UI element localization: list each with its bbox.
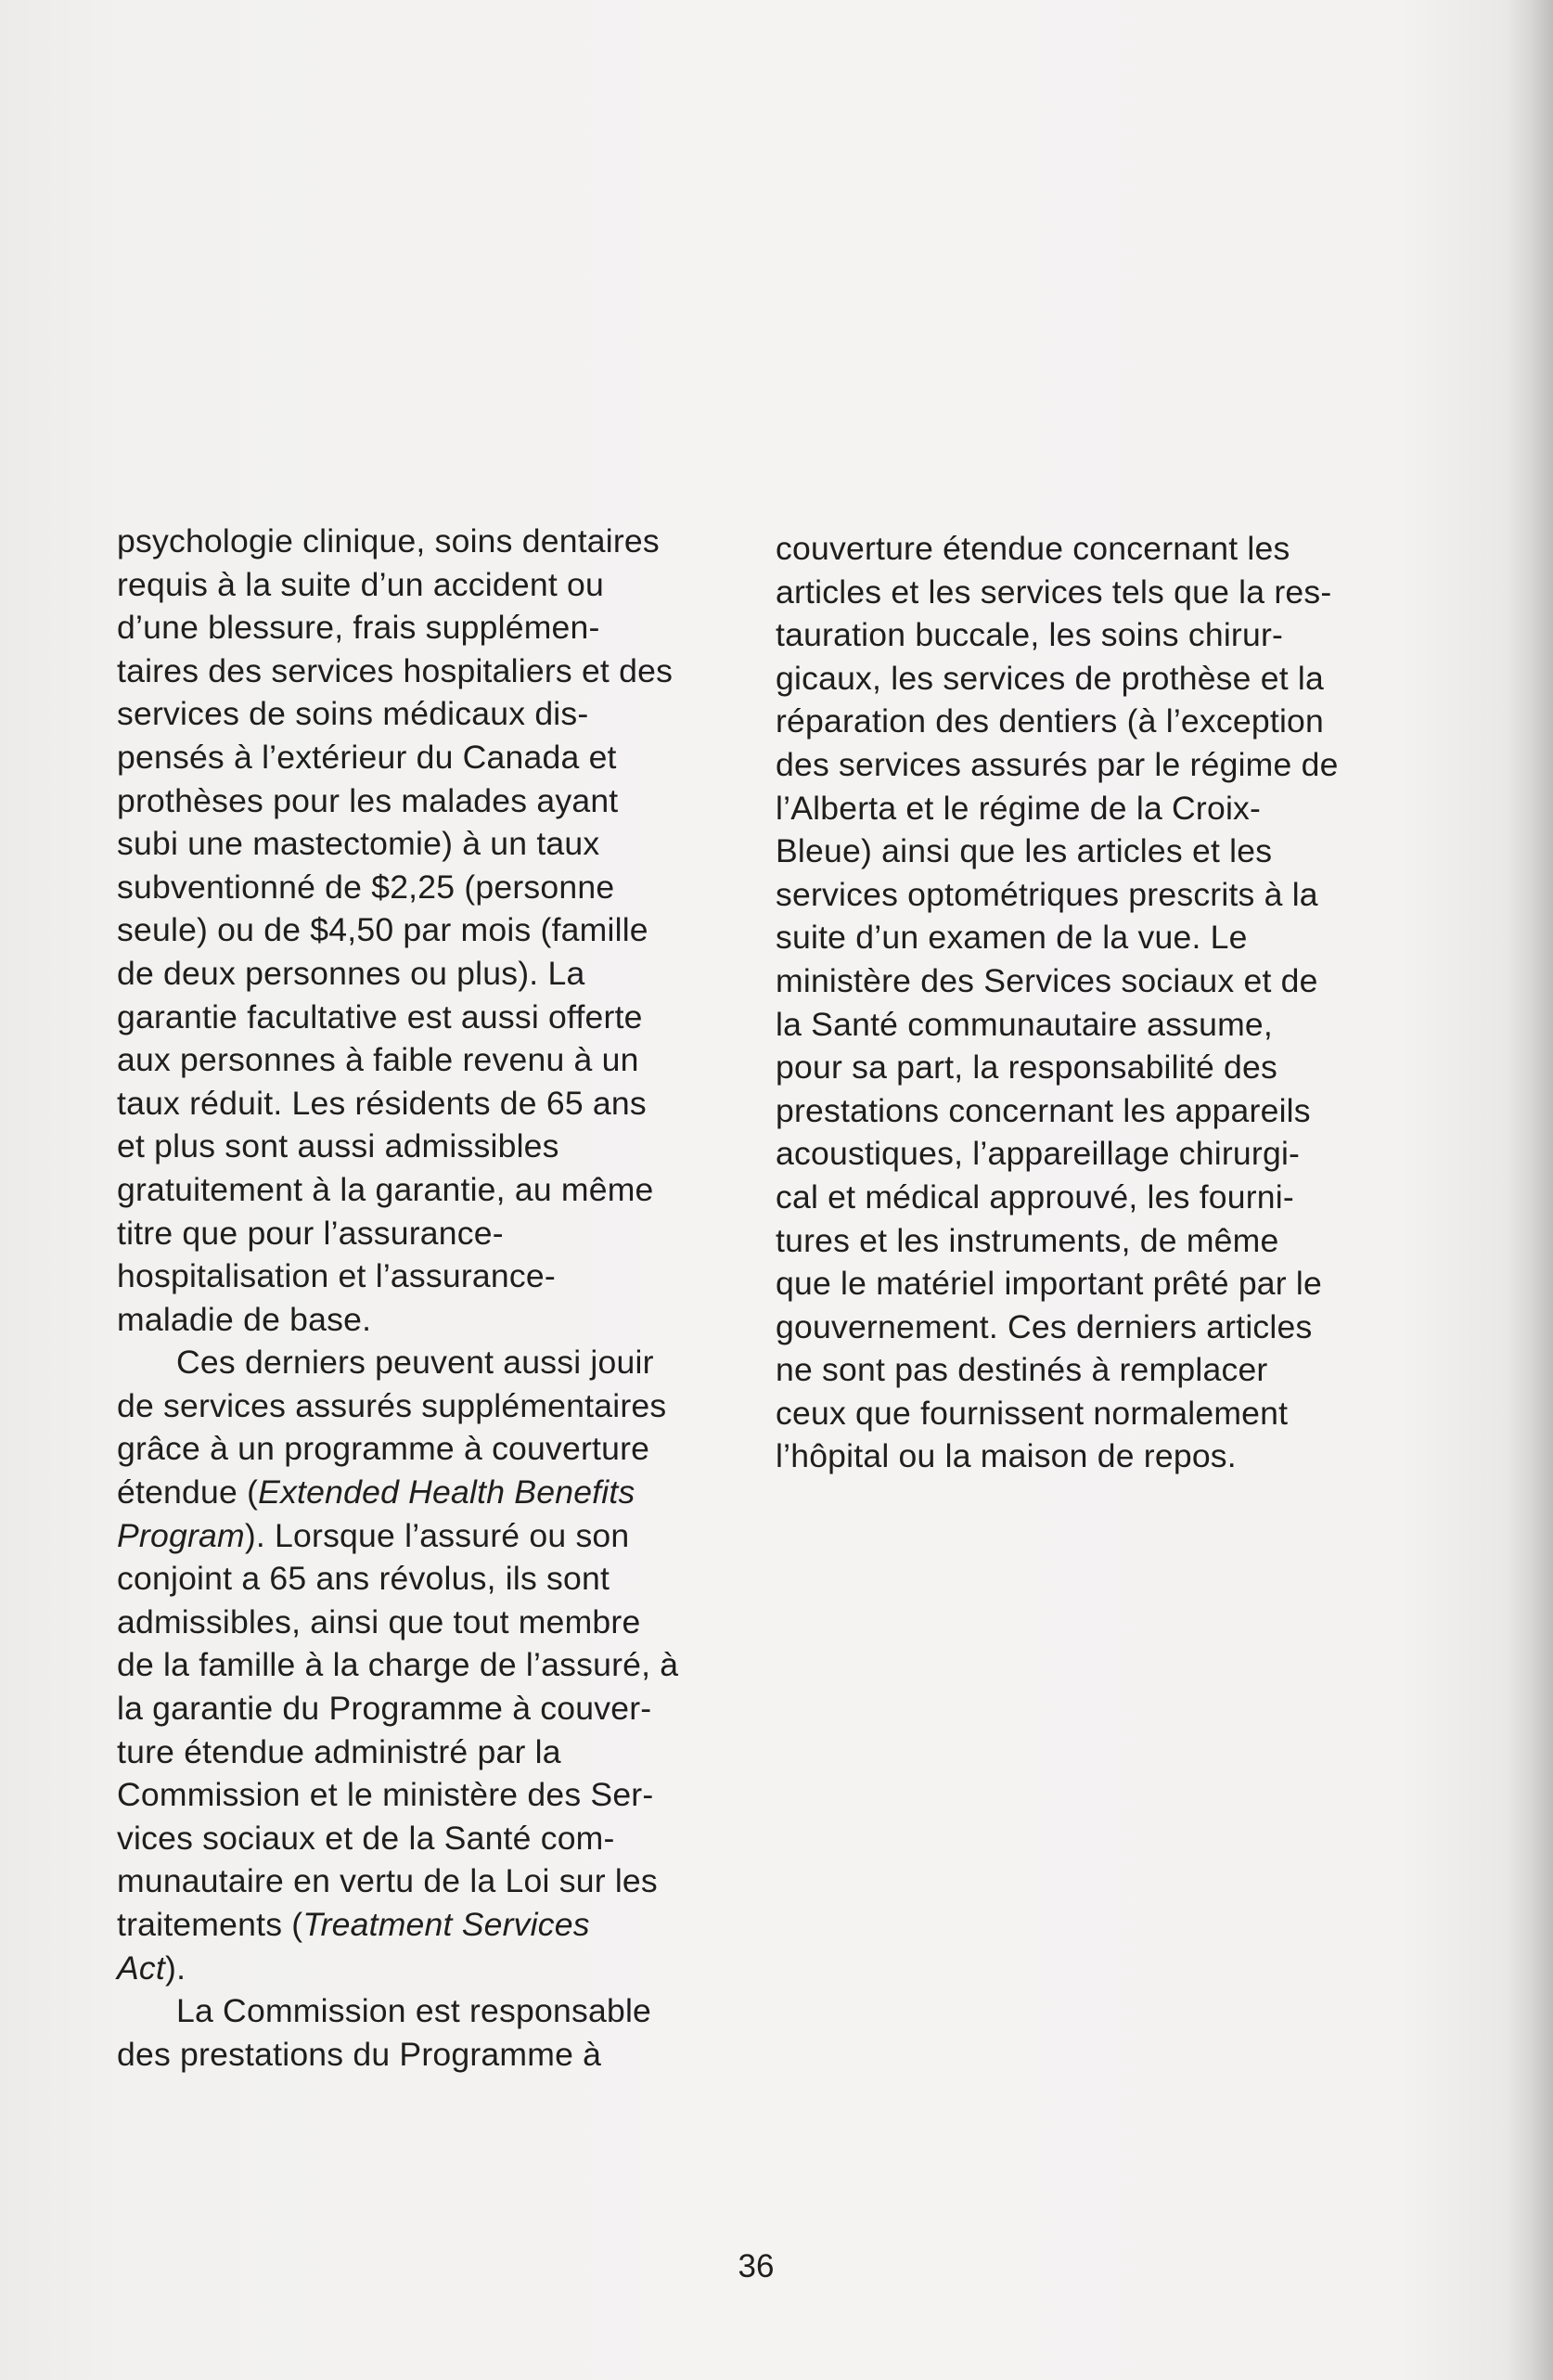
line-text: ceux que fournissent normalement [776,1394,1289,1432]
text-line [776,1132,1406,1176]
text-line [117,1082,748,1126]
line-text: munautaire en vertu de la Loi sur les [117,1862,658,1900]
text-line [776,1306,1406,1349]
text-line [776,916,1406,959]
right-text-column [776,527,1406,1478]
line-text: taux réduit. Les résidents de 65 ans [117,1084,647,1122]
left-text-column [117,520,748,2076]
line-text: admissibles, ainsi que tout membre [117,1602,641,1640]
line-text: articles et les services tels que la res- [776,572,1332,611]
line-text: l’Alberta et le régime de la Croix- [776,789,1262,827]
line-text: réparation des dentiers (à l’exception [776,702,1325,740]
text-line [776,1046,1406,1089]
text-line [776,873,1406,917]
line-text: La Commission est responsable [176,1992,652,2030]
italic-title: Treatment Services [302,1906,590,1943]
text-line [117,1687,748,1730]
text-line [776,1219,1406,1263]
line-text: hospitalisation et l’assurance- [117,1257,556,1295]
text-line [117,779,748,823]
line-text: services de soins médicaux dis- [117,695,589,733]
line-text: Commission et le ministère des Ser- [117,1776,654,1814]
line-text: ne sont pas destinés à remplacer [776,1351,1268,1389]
line-text: requis à la suite d’un accident ou [117,565,604,603]
line-text: grâce à un programme à couverture [117,1430,650,1468]
text-line [117,1557,748,1601]
text-line [117,520,748,563]
line-text: de services assurés supplémentaires [117,1386,667,1424]
line-text: couverture étendue concernant les [776,530,1290,567]
line-text: tures et les instruments, de même [776,1221,1279,1259]
line-text: ). [165,1949,186,1987]
line-text: gicaux, les services de prothèse et la [776,659,1324,697]
text-line [776,787,1406,830]
text-line [117,1817,748,1860]
text-line [117,1514,748,1558]
text-line [117,1773,748,1817]
text-line [117,1254,748,1298]
text-line [117,1643,748,1687]
page-edge-shadow [1505,0,1553,2380]
line-text: conjoint a 65 ans révolus, ils sont [117,1560,610,1598]
line-text: gratuitement à la garantie, au même [117,1170,654,1208]
text-line [117,908,748,952]
line-text: de la famille à la charge de l’assuré, à [117,1646,679,1684]
line-text: seule) ou de $4,50 par mois (famille [117,911,648,949]
text-line [117,1212,748,1255]
text-line [776,743,1406,787]
text-line [776,700,1406,743]
line-text: prestations concernant les appareils [776,1091,1311,1129]
line-text: pensés à l’extérieur du Canada et [117,738,617,776]
text-line [117,692,748,736]
text-line [117,952,748,996]
line-text: des prestations du Programme à [117,2035,602,2073]
line-text: acoustiques, l’appareillage chirurgi- [776,1135,1301,1173]
text-line [117,1947,748,1990]
text-line [776,1089,1406,1133]
line-text: cal et médical approuvé, les fourni- [776,1177,1294,1216]
text-line [117,822,748,866]
line-text: aux personnes à faible revenu à un [117,1041,639,1079]
text-line [776,613,1406,657]
line-text: Bleue) ainsi que les articles et les [776,832,1273,870]
text-line [117,1989,748,2033]
line-text: gouvernement. Ces derniers articles [776,1307,1313,1345]
line-text: vices sociaux et de la Santé com- [117,1819,615,1857]
text-line [776,1003,1406,1047]
text-line [117,996,748,1039]
line-text: taires des services hospitaliers et des [117,651,674,689]
line-text: psychologie clinique, soins dentaires [117,522,660,560]
text-line [776,571,1406,614]
text-line [776,1348,1406,1392]
line-text: ministère des Services sociaux et de [776,961,1318,999]
line-text: subi une mastectomie) à un taux [117,825,600,863]
text-line [117,1125,748,1168]
text-line [117,1341,748,1384]
line-text: titre que pour l’assurance- [117,1214,504,1252]
line-text: subventionné de $2,25 (personne [117,868,615,906]
text-line [117,1384,748,1428]
line-text: suite d’un examen de la vue. Le [776,919,1248,957]
text-line [117,866,748,909]
text-line [117,1471,748,1514]
text-line [776,527,1406,571]
text-line [117,1730,748,1774]
line-text: de deux personnes ou plus). La [117,954,585,992]
line-text: l’hôpital ou la maison de repos. [776,1437,1237,1475]
line-text: la Santé communautaire assume, [776,1005,1273,1043]
text-line [117,1903,748,1947]
text-line [117,1859,748,1903]
line-text: traitements ( [117,1906,303,1943]
text-line [776,959,1406,1003]
italic-title: Program [117,1516,245,1554]
text-line [117,650,748,693]
line-text: des services assurés par le régime de [776,745,1339,783]
text-line [117,1298,748,1342]
text-line [776,1392,1406,1435]
italic-title: Act [117,1949,166,1987]
text-line [776,657,1406,701]
text-line [117,606,748,650]
line-text: étendue ( [117,1473,259,1512]
text-line [776,830,1406,873]
line-text: et plus sont aussi admissibles [117,1127,559,1165]
text-line [776,1176,1406,1219]
text-line [117,1601,748,1644]
line-text: que le matériel important prêté par le [776,1265,1323,1303]
text-line [117,563,748,607]
line-text: pour sa part, la responsabilité des [776,1048,1277,1087]
text-line [776,1262,1406,1306]
text-line [117,1427,748,1471]
line-text: prothèses pour les malades ayant [117,781,619,819]
line-text: tauration buccale, les soins chirur- [776,616,1284,654]
text-line [117,1038,748,1082]
text-line [117,736,748,779]
line-text: maladie de base. [117,1300,372,1338]
text-line [117,2033,748,2077]
line-text: Ces derniers peuvent aussi jouir [176,1344,654,1382]
line-text: services optométriques prescrits à la [776,875,1318,913]
line-text: la garantie du Programme à couver- [117,1690,652,1728]
line-text: garantie facultative est aussi offerte [117,997,643,1036]
page-number: 36 [738,2248,775,2284]
text-line [117,1168,748,1212]
italic-title: Extended Health Benefits [258,1473,635,1512]
text-line [776,1434,1406,1478]
line-text: ). Lorsque l’assuré ou son [244,1516,630,1554]
line-text: ture étendue administré par la [117,1732,561,1770]
line-text: d’une blessure, frais supplémen- [117,609,600,647]
